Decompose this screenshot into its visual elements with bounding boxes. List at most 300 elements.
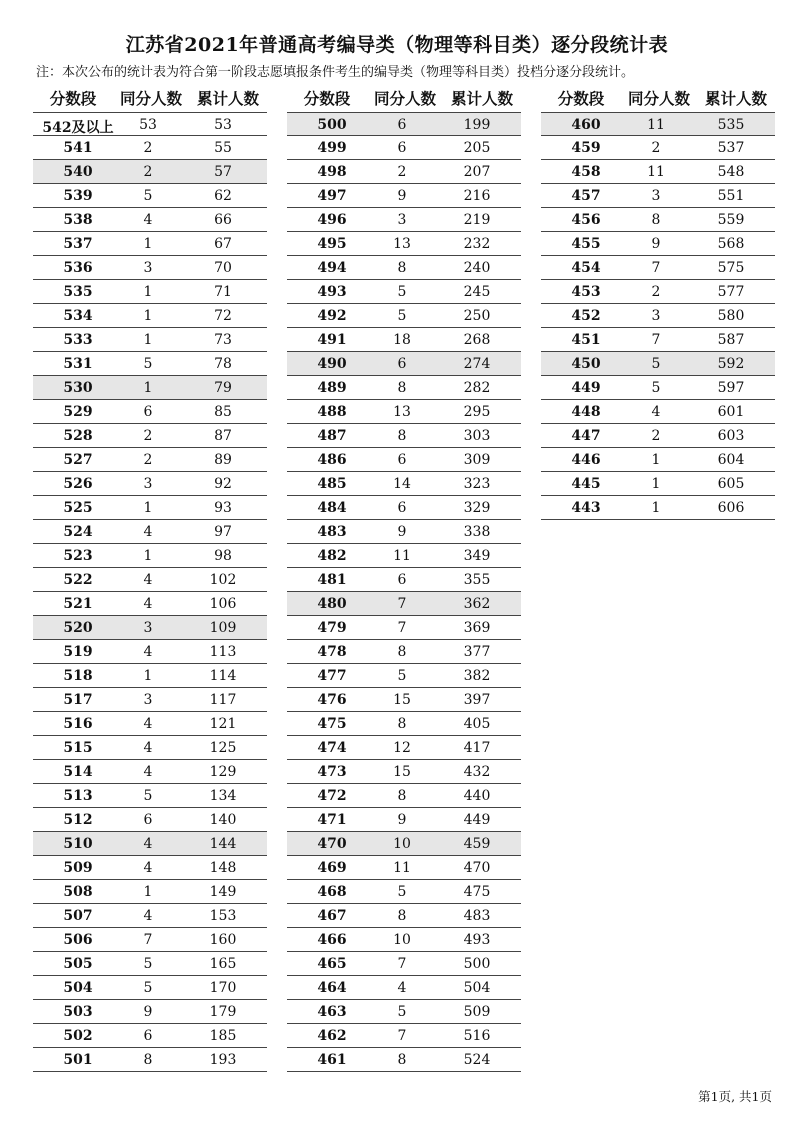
cell-score: 468 [317,884,347,900]
cell-same-count: 5 [143,956,153,972]
cell-score: 446 [571,452,601,468]
cell-cumulative: 79 [214,380,232,396]
cell-same-count: 8 [651,212,661,228]
cell-same-count: 12 [393,740,411,756]
cell-same-count: 6 [143,812,153,828]
table-rows [33,112,267,1072]
table-row [287,280,521,304]
cell-cumulative: 102 [209,572,237,588]
table-row [287,112,521,136]
table-row [33,1048,267,1072]
cell-score: 486 [317,452,347,468]
cell-score: 499 [317,140,347,156]
cell-cumulative: 551 [717,188,745,204]
cell-cumulative: 537 [717,140,745,156]
cell-score: 539 [63,188,93,204]
cell-cumulative: 73 [214,332,232,348]
table-row [287,1024,521,1048]
table-row [287,376,521,400]
cell-cumulative: 369 [463,620,491,636]
cell-cumulative: 559 [717,212,745,228]
cell-cumulative: 604 [717,452,745,468]
table-note: 注：本次公布的统计表为符合第一阶段志愿填报条件考生的编导类（物理等科目类）投档分逐分段统计。 [36,65,635,80]
table-row [33,784,267,808]
cell-score: 516 [63,716,93,732]
cell-score: 455 [571,236,601,252]
cell-cumulative: 592 [717,356,745,372]
cell-score: 465 [317,956,347,972]
cell-score: 460 [571,117,601,133]
cell-same-count: 13 [393,236,411,252]
cell-same-count: 14 [393,476,411,492]
cell-cumulative: 121 [209,716,237,732]
table-row [33,424,267,448]
cell-same-count: 1 [143,332,153,348]
cell-score: 464 [317,980,347,996]
cell-same-count: 6 [397,356,407,372]
table-row [287,520,521,544]
cell-cumulative: 606 [717,500,745,516]
table-row [33,352,267,376]
table-row [541,376,775,400]
header-same-count: 同分人数 [373,90,436,108]
cell-same-count: 11 [393,860,411,876]
cell-score: 503 [63,1004,93,1020]
cell-same-count: 1 [651,476,661,492]
cell-cumulative: 240 [463,260,491,276]
table-row [33,328,267,352]
cell-same-count: 3 [651,188,661,204]
table-row [33,136,267,160]
table-row [287,760,521,784]
cell-score: 443 [571,500,601,516]
cell-score: 506 [63,932,93,948]
cell-score: 527 [63,452,93,468]
cell-same-count: 6 [397,572,407,588]
cell-cumulative: 153 [209,908,237,924]
cell-score: 473 [317,764,347,780]
cell-score: 531 [63,356,93,372]
cell-same-count: 10 [393,932,411,948]
cell-score: 476 [317,692,347,708]
cell-score: 482 [317,548,347,564]
cell-cumulative: 93 [214,500,232,516]
cell-score: 529 [63,404,93,420]
cell-cumulative: 282 [463,380,491,396]
cell-same-count: 5 [143,788,153,804]
cell-score: 523 [63,548,93,564]
cell-cumulative: 125 [209,740,237,756]
cell-cumulative: 440 [463,788,491,804]
cell-cumulative: 170 [209,980,237,996]
cell-same-count: 7 [651,260,661,276]
table-row [287,736,521,760]
cell-same-count: 8 [397,644,407,660]
cell-same-count: 9 [397,812,407,828]
cell-cumulative: 601 [717,404,745,420]
cell-score: 466 [317,932,347,948]
page-title: 江苏省2021年普通高考编导类（物理等科目类）逐分段统计表 [125,34,669,56]
table-row [33,976,267,1000]
cell-same-count: 11 [647,117,665,133]
table-row [541,424,775,448]
cell-cumulative: 53 [214,117,232,133]
table-row [287,880,521,904]
table-row [33,160,267,184]
cell-same-count: 13 [393,404,411,420]
cell-same-count: 8 [397,788,407,804]
cell-same-count: 5 [143,356,153,372]
table-row [33,904,267,928]
table-row [287,568,521,592]
cell-score: 514 [63,764,93,780]
table-row [33,712,267,736]
table-row [287,448,521,472]
cell-same-count: 10 [393,836,411,852]
cell-cumulative: 55 [214,140,232,156]
table-row [541,184,775,208]
table-row [33,496,267,520]
header-same-count: 同分人数 [627,90,690,108]
table-row [33,304,267,328]
cell-cumulative: 219 [463,212,491,228]
cell-score: 459 [571,140,601,156]
cell-score: 507 [63,908,93,924]
cell-same-count: 1 [651,500,661,516]
cell-cumulative: 405 [463,716,491,732]
cell-cumulative: 70 [214,260,232,276]
cell-same-count: 3 [143,476,153,492]
header-score: 分数段 [49,90,97,108]
table-row [287,184,521,208]
cell-cumulative: 500 [463,956,491,972]
cell-score: 474 [317,740,347,756]
cell-cumulative: 160 [209,932,237,948]
cell-same-count: 5 [397,308,407,324]
cell-score: 484 [317,500,347,516]
table-row [287,256,521,280]
cell-score: 490 [317,356,347,372]
cell-same-count: 8 [397,260,407,276]
table-row [33,400,267,424]
cell-cumulative: 432 [463,764,491,780]
cell-cumulative: 605 [717,476,745,492]
cell-score: 508 [63,884,93,900]
table-row [541,208,775,232]
cell-score: 501 [63,1052,93,1068]
cell-score: 530 [63,380,93,396]
cell-same-count: 4 [143,908,153,924]
cell-same-count: 8 [397,380,407,396]
cell-score: 498 [317,164,347,180]
cell-score: 496 [317,212,347,228]
cell-same-count: 2 [143,164,153,180]
cell-same-count: 2 [143,452,153,468]
table-row [541,160,775,184]
cell-cumulative: 323 [463,476,491,492]
cell-cumulative: 516 [463,1028,491,1044]
cell-same-count: 4 [143,764,153,780]
cell-score: 450 [571,356,601,372]
table-row [541,352,775,376]
cell-score: 448 [571,404,601,420]
cell-score: 492 [317,308,347,324]
table-row [287,808,521,832]
cell-same-count: 3 [143,260,153,276]
cell-cumulative: 355 [463,572,491,588]
cell-cumulative: 72 [214,308,232,324]
table-row [33,256,267,280]
table-row [541,112,775,136]
cell-score: 461 [317,1052,347,1068]
cell-score: 453 [571,284,601,300]
cell-same-count: 2 [651,140,661,156]
cell-same-count: 3 [651,308,661,324]
cell-same-count: 8 [397,1052,407,1068]
cell-score: 518 [63,668,93,684]
cell-same-count: 1 [143,500,153,516]
cell-cumulative: 97 [214,524,232,540]
table-header [33,84,267,112]
cell-cumulative: 98 [214,548,232,564]
cell-cumulative: 470 [463,860,491,876]
table-row [541,232,775,256]
cell-score: 515 [63,740,93,756]
cell-cumulative: 85 [214,404,232,420]
cell-same-count: 53 [139,117,157,133]
table-row [33,568,267,592]
table-row [287,1048,521,1072]
cell-score: 462 [317,1028,347,1044]
table-row [287,472,521,496]
table-row [33,832,267,856]
cell-same-count: 5 [651,380,661,396]
table-row [33,592,267,616]
table-row [287,352,521,376]
cell-same-count: 9 [397,188,407,204]
cell-same-count: 15 [393,692,411,708]
table-column-1 [33,84,267,1072]
table-row [33,448,267,472]
cell-cumulative: 362 [463,596,491,612]
cell-same-count: 6 [143,404,153,420]
cell-score: 512 [63,812,93,828]
cell-score: 500 [317,117,347,133]
cell-same-count: 4 [143,836,153,852]
cell-cumulative: 148 [209,860,237,876]
table-row [287,592,521,616]
table-row [287,544,521,568]
cell-same-count: 7 [651,332,661,348]
cell-score: 488 [317,404,347,420]
cell-cumulative: 193 [209,1052,237,1068]
cell-same-count: 1 [143,308,153,324]
cell-cumulative: 580 [717,308,745,324]
cell-score: 452 [571,308,601,324]
cell-same-count: 7 [397,620,407,636]
cell-cumulative: 165 [209,956,237,972]
cell-cumulative: 338 [463,524,491,540]
cell-cumulative: 149 [209,884,237,900]
cell-score: 541 [63,140,93,156]
cell-same-count: 2 [143,140,153,156]
cell-same-count: 7 [397,956,407,972]
table-row [33,1000,267,1024]
table-column-3 [541,84,775,520]
cell-score: 520 [63,620,93,636]
table-row [33,664,267,688]
table-row [33,232,267,256]
cell-cumulative: 78 [214,356,232,372]
cell-same-count: 1 [143,380,153,396]
cell-score: 445 [571,476,601,492]
cell-cumulative: 205 [463,140,491,156]
table-row [33,928,267,952]
table-row [287,688,521,712]
cell-cumulative: 504 [463,980,491,996]
cell-cumulative: 199 [463,117,491,133]
cell-cumulative: 144 [209,836,237,852]
header-score: 分数段 [303,90,351,108]
cell-same-count: 3 [143,620,153,636]
cell-cumulative: 134 [209,788,237,804]
cell-cumulative: 535 [717,117,745,133]
cell-score: 451 [571,332,601,348]
table-row [287,952,521,976]
cell-cumulative: 449 [463,812,491,828]
cell-cumulative: 117 [209,692,237,708]
table-row [541,400,775,424]
cell-cumulative: 603 [717,428,745,444]
cell-cumulative: 179 [209,1004,237,1020]
cell-same-count: 11 [393,548,411,564]
cell-same-count: 1 [143,548,153,564]
cell-score: 505 [63,956,93,972]
cell-same-count: 5 [397,1004,407,1020]
cell-score: 454 [571,260,601,276]
cell-cumulative: 109 [209,620,237,636]
table-row [287,664,521,688]
cell-score: 475 [317,716,347,732]
cell-cumulative: 67 [214,236,232,252]
cell-score: 522 [63,572,93,588]
table-row [287,496,521,520]
cell-cumulative: 295 [463,404,491,420]
header-cumulative: 累计人数 [704,90,767,108]
cell-same-count: 8 [397,716,407,732]
cell-score: 479 [317,620,347,636]
table-rows [541,112,775,520]
cell-score: 469 [317,860,347,876]
cell-cumulative: 140 [209,812,237,828]
cell-same-count: 5 [397,884,407,900]
cell-cumulative: 62 [214,188,232,204]
table-row [287,616,521,640]
cell-same-count: 4 [143,572,153,588]
table-row [287,928,521,952]
table-row [541,328,775,352]
header-same-count: 同分人数 [119,90,182,108]
cell-score: 471 [317,812,347,828]
cell-same-count: 4 [143,524,153,540]
cell-cumulative: 106 [209,596,237,612]
table-row [287,1000,521,1024]
cell-cumulative: 575 [717,260,745,276]
cell-cumulative: 113 [209,644,237,660]
table-column-2 [287,84,521,1072]
cell-same-count: 9 [143,1004,153,1020]
cell-cumulative: 382 [463,668,491,684]
cell-cumulative: 597 [717,380,745,396]
table-row [541,136,775,160]
header-score: 分数段 [557,90,605,108]
cell-score: 487 [317,428,347,444]
cell-score: 509 [63,860,93,876]
cell-same-count: 3 [397,212,407,228]
table-row [33,1024,267,1048]
cell-score: 457 [571,188,601,204]
cell-score: 463 [317,1004,347,1020]
cell-same-count: 8 [143,1052,153,1068]
cell-same-count: 4 [651,404,661,420]
cell-cumulative: 377 [463,644,491,660]
cell-same-count: 5 [651,356,661,372]
table-row [541,304,775,328]
cell-score: 528 [63,428,93,444]
cell-score: 542及以上 [42,120,114,136]
cell-score: 502 [63,1028,93,1044]
table-row [33,472,267,496]
cell-score: 489 [317,380,347,396]
cell-cumulative: 129 [209,764,237,780]
cell-same-count: 2 [651,284,661,300]
cell-cumulative: 397 [463,692,491,708]
table-row [33,376,267,400]
cell-score: 495 [317,236,347,252]
table-row [33,856,267,880]
cell-same-count: 9 [651,236,661,252]
cell-score: 483 [317,524,347,540]
table-row [33,808,267,832]
cell-cumulative: 274 [463,356,491,372]
cell-score: 513 [63,788,93,804]
cell-cumulative: 417 [463,740,491,756]
cell-same-count: 8 [397,908,407,924]
cell-same-count: 18 [393,332,411,348]
cell-same-count: 6 [397,140,407,156]
cell-score: 481 [317,572,347,588]
table-header [541,84,775,112]
table-rows [287,112,521,1072]
cell-same-count: 11 [647,164,665,180]
cell-cumulative: 245 [463,284,491,300]
cell-score: 517 [63,692,93,708]
cell-cumulative: 71 [214,284,232,300]
cell-same-count: 3 [143,692,153,708]
cell-score: 534 [63,308,93,324]
table-row [33,736,267,760]
cell-same-count: 6 [143,1028,153,1044]
cell-same-count: 1 [143,236,153,252]
table-row [541,472,775,496]
cell-score: 510 [63,836,93,852]
cell-cumulative: 309 [463,452,491,468]
cell-score: 521 [63,596,93,612]
cell-score: 485 [317,476,347,492]
cell-score: 535 [63,284,93,300]
cell-score: 491 [317,332,347,348]
cell-same-count: 7 [397,596,407,612]
